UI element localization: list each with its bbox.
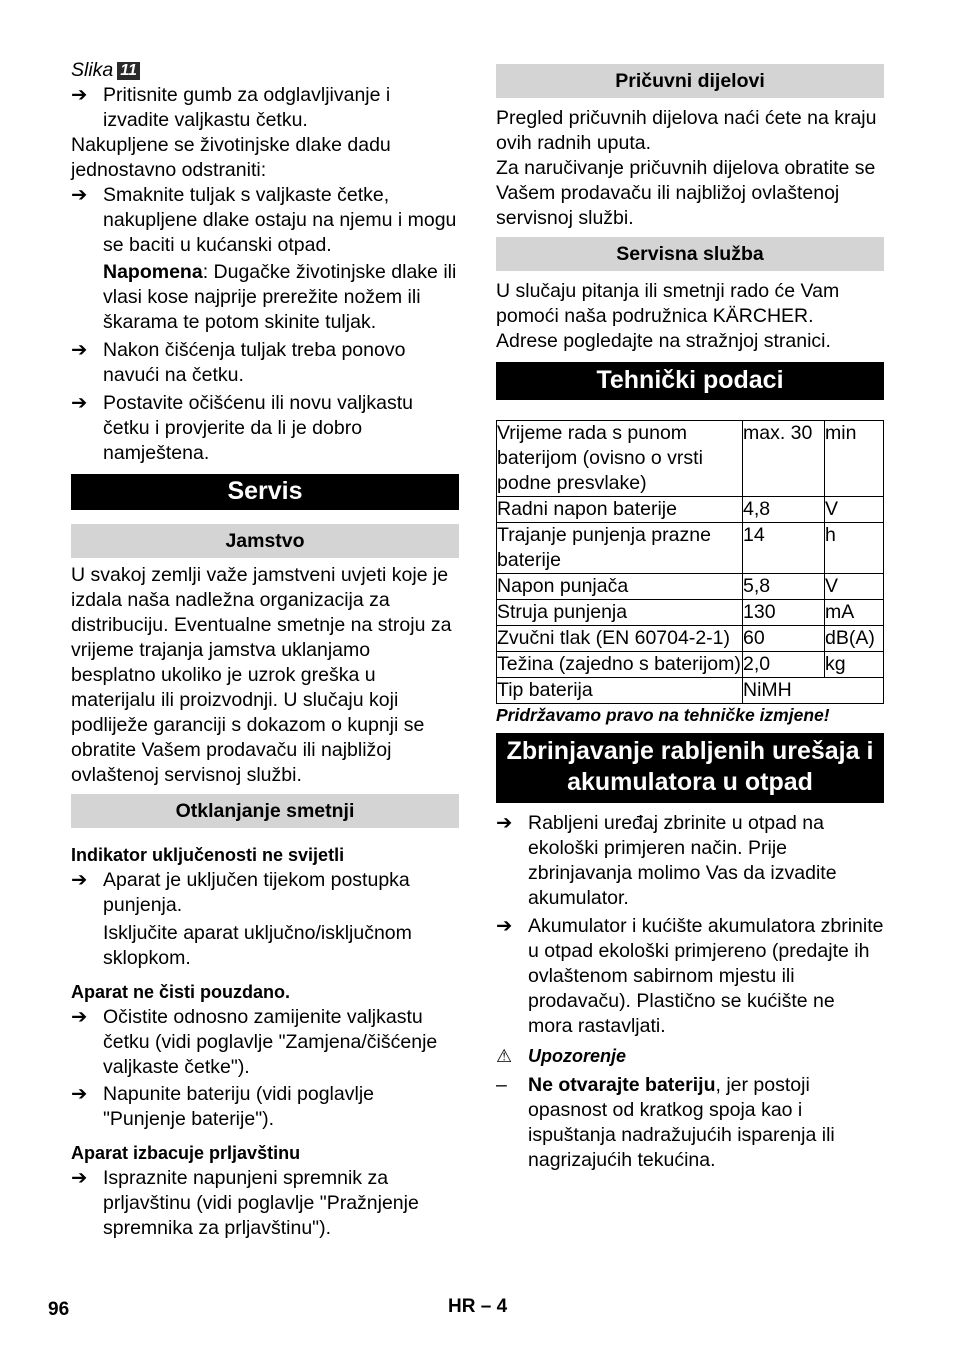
spec-row	[497, 523, 884, 574]
figure-number-badge: 11	[117, 62, 140, 80]
problem-title: Aparat ne čisti pouzdano.	[71, 982, 291, 1002]
arrow-right-icon: ➔	[71, 392, 88, 414]
spec-label: Zvučni tlak (EN 60704-2-1)	[497, 626, 743, 652]
section-title-servis: Servis	[71, 474, 459, 510]
paragraph: Pregled pričuvnih dijelova naći ćete na kraju ovih radnih uputa.	[496, 107, 877, 154]
bullet-item	[71, 1166, 459, 1241]
section-title-tehnicki: Tehnički podaci	[496, 362, 884, 400]
spec-label: Vrijeme rada s punom baterijom (ovisno o vrsti podne presvlake)	[497, 421, 743, 497]
spec-row	[497, 626, 884, 652]
table-note: Pridržavamo pravo na tehničke izmjene!	[496, 705, 830, 725]
bullet-text: Rabljeni uređaj zbrinite u otpad na ekološki primjeren način. Prije zbrinjavanja molimo Vas da izvadite akumulator.	[528, 812, 837, 909]
spec-row	[497, 497, 884, 523]
bullet-text: Aparat je uključen tijekom postupka punjenja.	[103, 869, 410, 916]
spec-value: NiMH	[743, 678, 884, 704]
bullet-item	[496, 811, 884, 911]
arrow-right-icon: ➔	[71, 869, 88, 891]
paragraph: Isključite aparat uključno/isključnom sklopkom.	[103, 922, 412, 969]
bullet-text: Napunite bateriju (vidi poglavlje "Punjenje baterije").	[103, 1083, 374, 1130]
spec-row	[497, 678, 884, 704]
warning-bold: Ne otvarajte bateriju	[528, 1074, 716, 1096]
arrow-right-icon: ➔	[496, 812, 513, 834]
figure-label: Slika	[71, 59, 114, 81]
arrow-right-icon: ➔	[71, 1167, 88, 1189]
spec-value: 2,0	[743, 652, 825, 678]
bullet-item	[496, 914, 884, 1039]
spec-value: 130	[743, 600, 825, 626]
arrow-right-icon: ➔	[496, 915, 513, 937]
paragraph: U slučaju pitanja ili smetnji rado će Vam pomoći naša podružnica KÄRCHER.	[496, 280, 840, 327]
page-number: 96	[48, 1299, 70, 1320]
spec-unit: mA	[825, 600, 884, 626]
spec-row	[497, 574, 884, 600]
bullet-item	[71, 338, 459, 388]
figure-caption	[71, 58, 459, 83]
subsection-title-servisna: Servisna služba	[496, 237, 884, 271]
note-text: : Dugačke životinjske dlake ili vlasi kose najprije prerežite nožem ili škarama te potom skinite tuljak.	[103, 261, 457, 333]
bullet-item	[71, 1082, 459, 1132]
spec-label: Tip baterija	[497, 678, 743, 704]
spec-unit: V	[825, 497, 884, 523]
warning-label: Upozorenje	[528, 1046, 627, 1066]
bullet-text: Očistite odnosno zamijenite valjkastu četku (vidi poglavlje "Zamjena/čišćenje valjkaste četke").	[103, 1006, 438, 1078]
warning-text: , jer postoji opasnost od kratkog spoja kao i ispuštanja nadražujućih isparenja ili nagrizajućih tekućina.	[528, 1074, 835, 1171]
bullet-text: Pritisnite gumb za odglavljivanje i izvadite valjkastu četku.	[103, 84, 391, 131]
bullet-text: Postavite očišćenu ili novu valjkastu četku i provjerite da li je dobro namještena.	[103, 392, 413, 464]
spec-row	[497, 421, 884, 497]
arrow-right-icon: ➔	[71, 1006, 88, 1028]
paragraph: Za naručivanje pričuvnih dijelova obratite se Vašem prodavaču ili najbližoj ovlaštenoj servisnoj službi.	[496, 157, 876, 229]
bullet-text: Akumulator i kućište akumulatora zbrinite u otpad ekološki primjereno (predajte ih ovlaštenom sabirnom mjestu ili prodavaču). Plastično se kućište ne mora rastavljati.	[528, 915, 884, 1037]
section-title-zbrinjavanje: Zbrinjavanje rabljenih urešaja i akumulatora u otpad	[496, 733, 884, 803]
language-page-label: HR – 4	[448, 1296, 508, 1317]
bullet-item	[71, 391, 459, 466]
spec-label: Težina (zajedno s baterijom)	[497, 652, 743, 678]
spec-value: 60	[743, 626, 825, 652]
bullet-item	[71, 83, 459, 133]
paragraph: Nakupljene se životinjske dlake dadu jednostavno odstraniti:	[71, 134, 391, 181]
note-label: Napomena	[103, 261, 203, 283]
note-paragraph	[71, 260, 459, 335]
problem-title: Indikator uključenosti ne svijetli	[71, 845, 345, 865]
spec-label: Struja punjenja	[497, 600, 743, 626]
spec-value: 14	[743, 523, 825, 574]
arrow-right-icon: ➔	[71, 339, 88, 361]
bullet-text: Smaknite tuljak s valjkaste četke, nakupljene dlake ostaju na njemu i mogu se baciti u kućanski otpad.	[103, 184, 457, 256]
spec-value: 5,8	[743, 574, 825, 600]
spec-unit: kg	[825, 652, 884, 678]
bullet-text: Ispraznite napunjeni spremnik za prljavštinu (vidi poglavlje "Pražnjenje spremnika za prljavštinu").	[103, 1167, 419, 1239]
spec-label: Radni napon baterije	[497, 497, 743, 523]
warning-triangle-icon: ⚠	[496, 1046, 513, 1066]
subsection-title-jamstvo: Jamstvo	[71, 524, 459, 558]
bullet-item	[71, 183, 459, 258]
warning-text-block	[528, 1074, 835, 1171]
spec-value: 4,8	[743, 497, 825, 523]
bullet-item	[71, 868, 459, 918]
right-column	[496, 64, 884, 1173]
spec-label: Napon punjača	[497, 574, 743, 600]
problem-title: Aparat izbacuje prljavštinu	[71, 1143, 301, 1163]
spec-unit: min	[825, 421, 884, 497]
warning-item	[496, 1073, 884, 1173]
spec-table	[496, 420, 884, 704]
jamstvo-paragraph: U svakoj zemlji važe jamstveni uvjeti koje je izdala naša nadležna organizacija za distribuciju. Eventualne smetnje na stroju za vrijeme trajanja jamstva uklanjamo besplatno ukoliko je uzrok greška u materijalu ili proizvodnji. U slučaju koji podliježe garanciji s dokazom o kupnji se obratite Vašem prodavaču ili najbližoj ovlaštenoj servisnoj službi.	[71, 564, 452, 786]
subsection-title-pricuvni: Pričuvni dijelovi	[496, 64, 884, 98]
arrow-right-icon: ➔	[71, 184, 88, 206]
left-column	[71, 58, 459, 1241]
dash-marker: –	[496, 1074, 507, 1096]
bullet-text: Nakon čišćenja tuljak treba ponovo navući na četku.	[103, 339, 406, 386]
spec-unit: h	[825, 523, 884, 574]
spec-value: max. 30	[743, 421, 825, 497]
spec-unit: dB(A)	[825, 626, 884, 652]
spec-row	[497, 600, 884, 626]
warning-heading	[496, 1044, 884, 1069]
subsection-title-otklanjanje: Otklanjanje smetnji	[71, 794, 459, 828]
arrow-right-icon: ➔	[71, 1083, 88, 1105]
paragraph: Adrese pogledajte na stražnjoj stranici.	[496, 330, 831, 352]
spec-unit: V	[825, 574, 884, 600]
spec-row	[497, 652, 884, 678]
spec-label: Trajanje punjenja prazne baterije	[497, 523, 743, 574]
bullet-item	[71, 1005, 459, 1080]
arrow-right-icon: ➔	[71, 84, 88, 106]
